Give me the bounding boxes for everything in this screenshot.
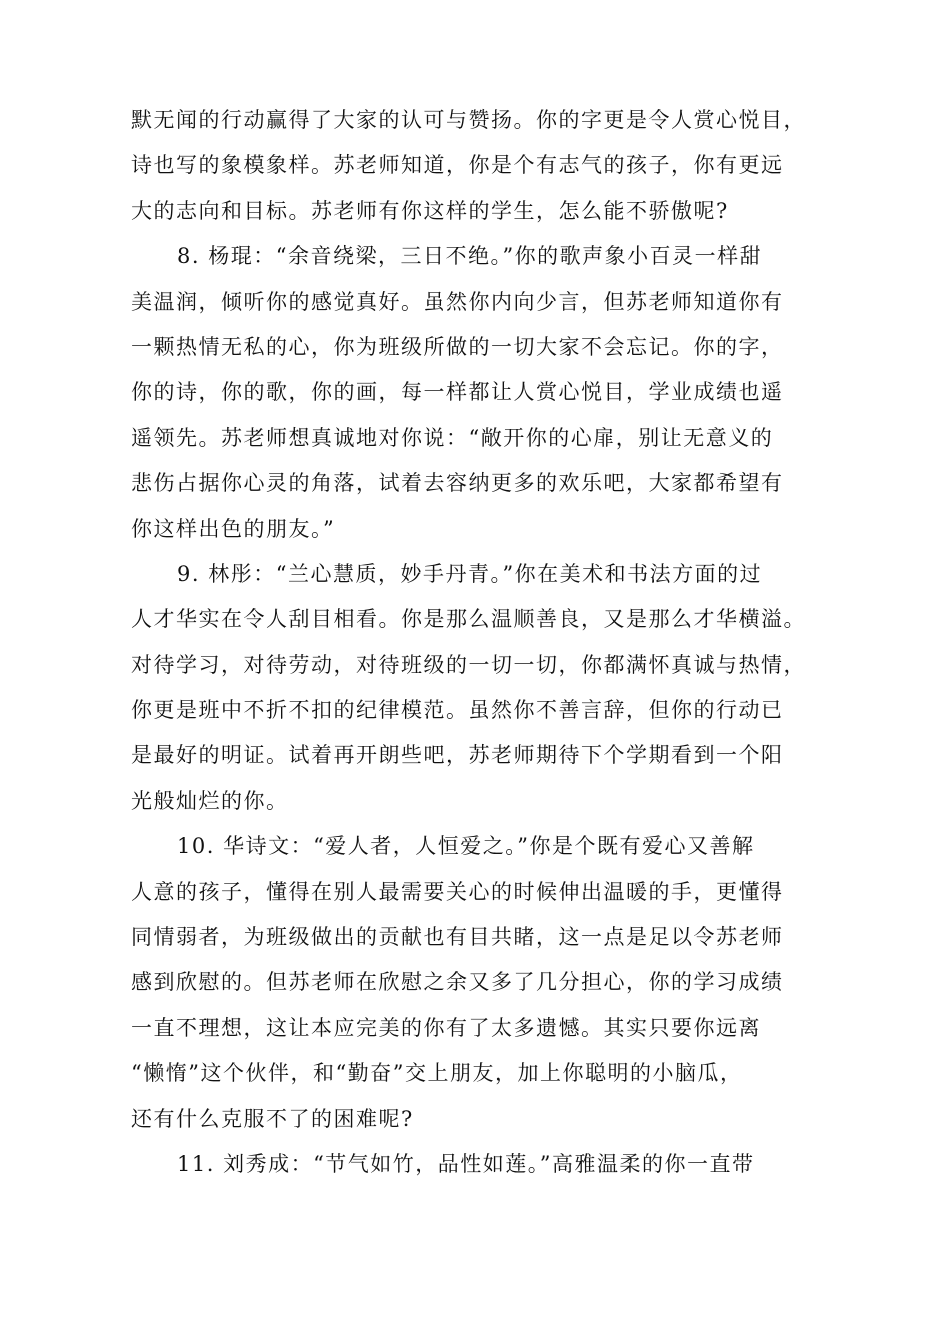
text-line: 还有什么克服不了的困难呢?: [131, 1106, 414, 1131]
text-line: 悲伤占据你心灵的角落，试着去容纳更多的欢乐吧，大家都希望有: [131, 471, 784, 496]
paragraph-start-11: 11. 刘秀成：“节气如竹，品性如莲。”高雅温柔的你一直带: [177, 1151, 755, 1176]
text-line: 美温润，倾听你的感觉真好。虽然你内向少言，但苏老师知道你有: [131, 289, 784, 314]
text-line: 人意的孩子，懂得在别人最需要关心的时候伸出温暖的手，更懂得: [131, 879, 784, 904]
text-line: 一直不理想，这让本应完美的你有了太多遗憾。其实只要你远离: [131, 1015, 761, 1040]
text-line: 是最好的明证。试着再开朗些吧，苏老师期待下个学期看到一个阳: [131, 743, 784, 768]
paragraph-start-10: 10. 华诗文：“爱人者，人恒爱之。”你是个既有爱心又善解: [177, 834, 755, 859]
text-line: 一颗热情无私的心，你为班级所做的一切大家不会忘记。你的字，: [131, 334, 784, 359]
text-line: 你更是班中不折不扣的纪律模范。虽然你不善言辞，但你的行动已: [131, 698, 784, 723]
text-line: 感到欣慰的。但苏老师在欣慰之余又多了几分担心，你的学习成绩: [131, 970, 784, 995]
document-body: [131, 98, 831, 1187]
text-line: 诗也写的象模象样。苏老师知道，你是个有志气的孩子，你有更远: [131, 153, 784, 178]
text-line: 遥领先。苏老师想真诚地对你说：“敞开你的心扉，别让无意义的: [131, 425, 774, 450]
text-line: 同情弱者，为班级做出的贡献也有目共睹，这一点是足以令苏老师: [131, 925, 784, 950]
text-line: 大的志向和目标。苏老师有你这样的学生，怎么能不骄傲呢?: [131, 198, 729, 223]
paragraph-start-9: 9. 林彤：“兰心慧质，妙手丹青。”你在美术和书法方面的过: [177, 561, 763, 586]
text-line: 人才华实在令人刮目相看。你是那么温顺善良，又是那么才华横溢。: [131, 607, 806, 632]
text-line: 你这样出色的朋友。”: [131, 516, 336, 541]
text-line: 对待学习，对待劳动，对待班级的一切一切，你都满怀真诚与热情，: [131, 652, 806, 677]
text-line: 你的诗，你的歌，你的画，每一样都让人赏心悦目，学业成绩也遥: [131, 380, 784, 405]
text-line: 光般灿烂的你。: [131, 788, 289, 813]
text-line: “懒惰”这个伙伴，和“勤奋”交上朋友，加上你聪明的小脑瓜，: [131, 1061, 743, 1086]
text-line: 默无闻的行动赢得了大家的认可与赞扬。你的字更是令人赏心悦目，: [131, 108, 806, 132]
paragraph-start-8: 8. 杨琨：“余音绕梁，三日不绝。”你的歌声象小百灵一样甜: [177, 244, 763, 269]
